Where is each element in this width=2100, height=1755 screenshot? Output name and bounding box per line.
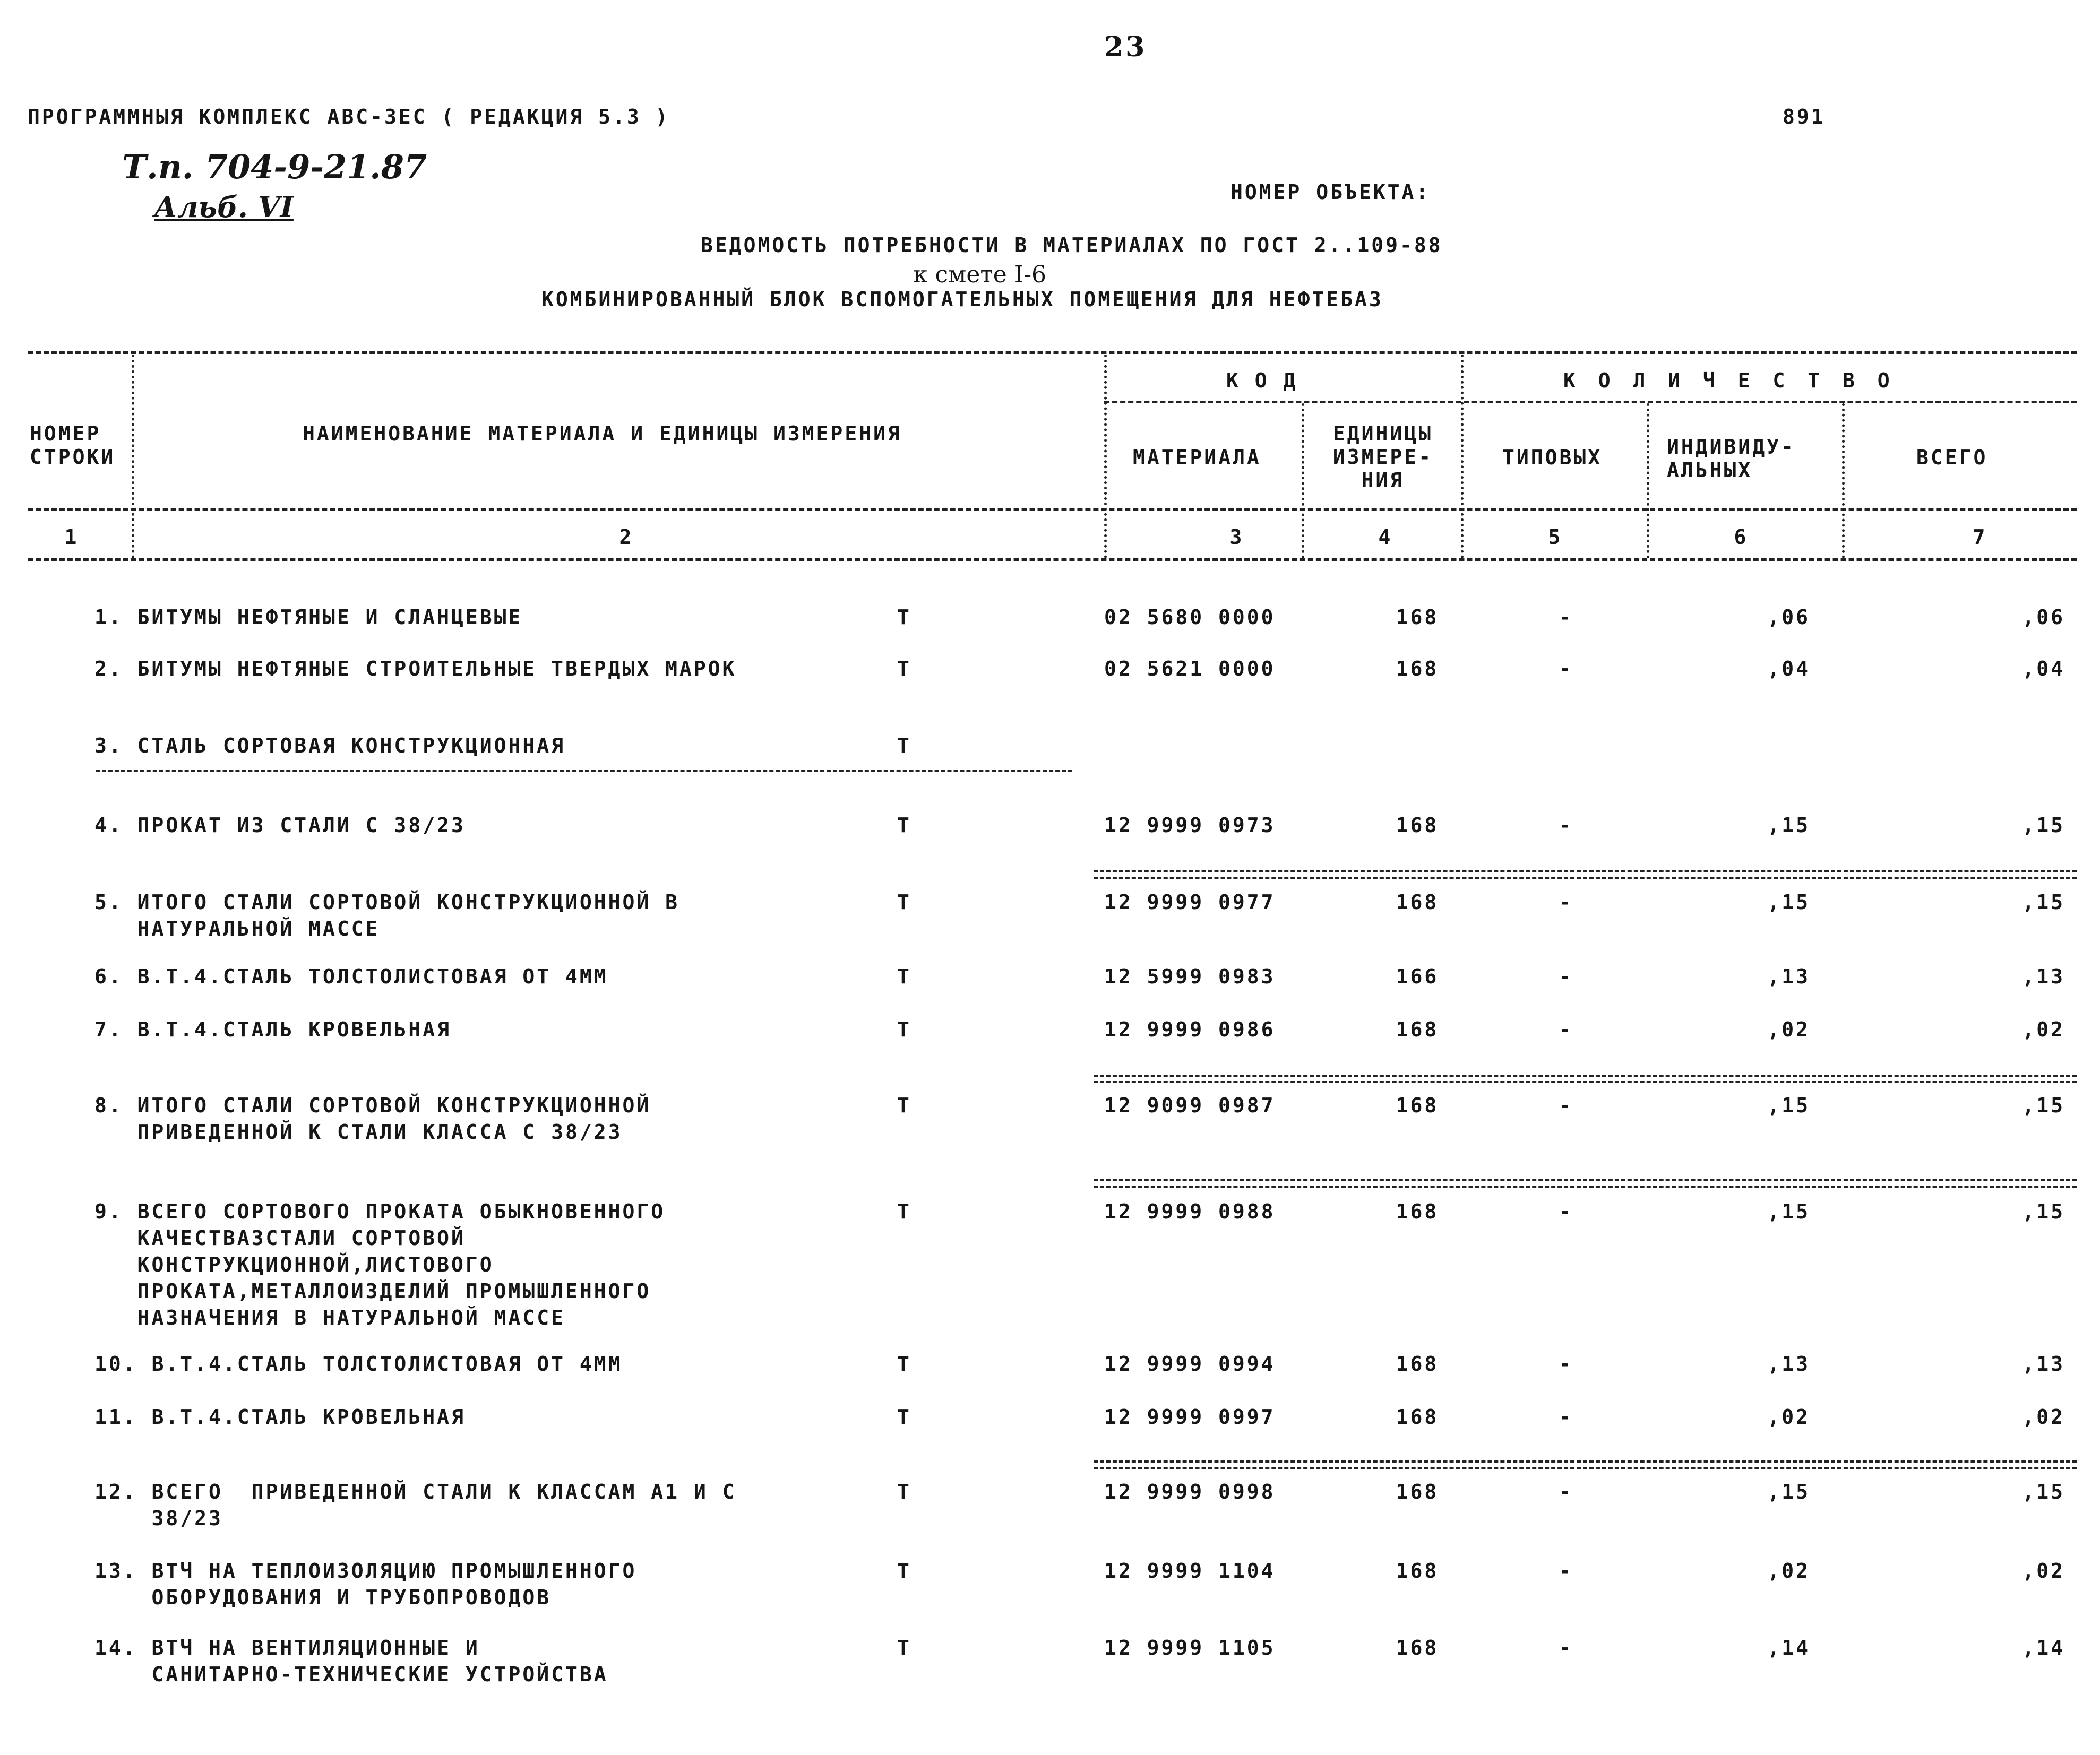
row-material-code: 12 9999 0988 [1104, 1200, 1276, 1223]
row-text: 9. ВСЕГО СОРТОВОГО ПРОКАТА ОБЫКНОВЕННОГО КАЧЕСТВАЗСТАЛИ СОРТОВОЙ КОНСТРУКЦИОННОЙ,ЛИСТОВОГО ПРОКАТА,МЕТАЛЛОИЗДЕЛИЙ ПРОМЫШЛЕННОГО НАЗНАЧЕНИЯ В НАТУРАЛЬНОЙ МАССЕ [94, 1200, 666, 1329]
row-unit-code: 168 [1396, 657, 1439, 680]
row-unit-code: 168 [1396, 1480, 1439, 1503]
row-text: 8. ИТОГО СТАЛИ СОРТОВОЙ КОНСТРУКЦИОННОЙ ПРИВЕДЕННОЙ К СТАЛИ КЛАССА С 38/23 [94, 1094, 651, 1144]
title-line3: КОМБИНИРОВАННЫЙ БЛОК ВСПОМОГАТЕЛЬНЫХ ПОМЕЩЕНИЯ ДЛЯ НЕФТЕБАЗ [541, 288, 1383, 311]
row-material-code: 12 9999 0986 [1104, 1018, 1276, 1041]
row-unit: Т [897, 814, 911, 837]
row-qty-individual: ,02 [1767, 1018, 1810, 1041]
row-qty-individual: ,14 [1767, 1636, 1810, 1659]
vsep-1 [132, 355, 134, 558]
row-material-code: 12 9999 1104 [1104, 1559, 1276, 1583]
row-text: 14. ВТЧ НА ВЕНТИЛЯЦИОННЫЕ И САНИТАРНО-ТЕХНИЧЕСКИЕ УСТРОЙСТВА [94, 1636, 608, 1686]
row-qty-typical: - [1559, 657, 1573, 680]
row-qty-total: ,02 [2022, 1559, 2065, 1583]
handwritten-note-line1: Т.п. 704-9-21.87 [122, 148, 427, 186]
colnum-bottom-rule [28, 558, 2077, 561]
header-code-material: МАТЕРИАЛА [1133, 446, 1261, 469]
page-number: 23 [1104, 31, 1147, 63]
colnum-1: 1 [64, 525, 79, 549]
row-material-code: 12 5999 0983 [1104, 965, 1276, 988]
program-header: ПРОГРАММНЫЯ КОМПЛЕКС АВС-ЗЕС ( РЕДАКЦИЯ 5.3 ) [28, 105, 670, 128]
row-qty-typical: - [1559, 1200, 1573, 1223]
row-qty-individual: ,15 [1767, 1200, 1810, 1223]
row-unit-code: 168 [1396, 814, 1439, 837]
row-unit: Т [897, 965, 911, 988]
row-qty-typical: - [1559, 1480, 1573, 1503]
row-qty-typical: - [1559, 1094, 1573, 1117]
row-qty-typical: - [1559, 1352, 1573, 1376]
row-material-code: 12 9999 0997 [1104, 1405, 1276, 1429]
row-qty-total: ,13 [2022, 1352, 2065, 1376]
row-qty-individual: ,02 [1767, 1405, 1810, 1429]
row3-underline [96, 770, 1072, 772]
row-unit: Т [897, 657, 911, 680]
row-unit-code: 168 [1396, 891, 1439, 914]
row-unit: Т [897, 1094, 911, 1117]
row-unit-code: 168 [1396, 1018, 1439, 1041]
row-qty-individual: ,15 [1767, 1480, 1810, 1503]
row-qty-total: ,15 [2022, 1200, 2065, 1223]
row-qty-individual: ,06 [1767, 606, 1810, 629]
vsep-6 [1842, 403, 1845, 558]
row-qty-total: ,15 [2022, 1094, 2065, 1117]
row-unit: Т [897, 891, 911, 914]
header-quantity: К О Л И Ч Е С Т В О [1563, 369, 1895, 392]
row-qty-total: ,15 [2022, 891, 2065, 914]
row-qty-individual: ,15 [1767, 814, 1810, 837]
row-unit-code: 168 [1396, 1636, 1439, 1659]
row-qty-total: ,13 [2022, 965, 2065, 988]
total-rule-12 [1094, 1460, 2077, 1469]
vsep-4 [1461, 355, 1464, 558]
sheet-number: 891 [1783, 105, 1826, 128]
header-code: К О Д [1226, 369, 1298, 392]
row-qty-individual: ,04 [1767, 657, 1810, 680]
row-qty-total: ,04 [2022, 657, 2065, 680]
header-name: НАИМЕНОВАНИЕ МАТЕРИАЛА И ЕДИНИЦЫ ИЗМЕРЕНИЯ [303, 422, 902, 445]
row-unit-code: 168 [1396, 1405, 1439, 1429]
colnum-7: 7 [1973, 525, 1987, 549]
row-material-code: 12 9999 0973 [1104, 814, 1276, 837]
row-text: 4. ПРОКАТ ИЗ СТАЛИ С 38/23 [94, 814, 466, 837]
row-qty-typical: - [1559, 965, 1573, 988]
row-qty-individual: ,13 [1767, 965, 1810, 988]
header-row-number: НОМЕР СТРОКИ [30, 422, 116, 469]
colnum-4: 4 [1378, 525, 1393, 549]
row-qty-individual: ,15 [1767, 891, 1810, 914]
row-unit-code: 168 [1396, 1352, 1439, 1376]
table-top-rule [28, 351, 2077, 354]
row-qty-individual: ,02 [1767, 1559, 1810, 1583]
colnum-6: 6 [1734, 525, 1749, 549]
row-text: 6. В.Т.4.СТАЛЬ ТОЛСТОЛИСТОВАЯ ОТ 4ММ [94, 965, 608, 988]
row-text: 7. В.Т.4.СТАЛЬ КРОВЕЛЬНАЯ [94, 1018, 451, 1041]
colnum-3: 3 [1229, 525, 1244, 549]
row-unit: Т [897, 1352, 911, 1376]
row-qty-typical: - [1559, 606, 1573, 629]
header-qty-total: ВСЕГО [1916, 446, 1988, 469]
vsep-5 [1647, 403, 1649, 558]
row-material-code: 02 5621 0000 [1104, 657, 1276, 680]
vsep-2 [1104, 355, 1107, 558]
row-qty-typical: - [1559, 1559, 1573, 1583]
row-qty-typical: - [1559, 1636, 1573, 1659]
row-material-code: 12 9099 0987 [1104, 1094, 1276, 1117]
row-unit: Т [897, 1480, 911, 1503]
row-qty-typical: - [1559, 1405, 1573, 1429]
row-unit-code: 168 [1396, 1094, 1439, 1117]
header-mid-rule [1104, 401, 2077, 403]
colnum-2: 2 [619, 525, 634, 549]
row-unit: Т [897, 1405, 911, 1429]
row-text: 1. БИТУМЫ НЕФТЯНЫЕ И СЛАНЦЕВЫЕ [94, 606, 523, 629]
row-unit-code: 166 [1396, 965, 1439, 988]
row-unit: Т [897, 1200, 911, 1223]
row-text: 2. БИТУМЫ НЕФТЯНЫЕ СТРОИТЕЛЬНЫЕ ТВЕРДЫХ МАРОК [94, 657, 737, 680]
title-line1: ВЕДОМОСТЬ ПОТРЕБНОСТИ В МАТЕРИАЛАХ ПО ГОСТ 2..109-88 [701, 234, 1443, 257]
row-qty-typical: - [1559, 814, 1573, 837]
row-qty-typical: - [1559, 891, 1573, 914]
object-number-label: НОМЕР ОБЪЕКТА: [1230, 180, 1431, 204]
row-qty-individual: ,15 [1767, 1094, 1810, 1117]
row-unit-code: 168 [1396, 1559, 1439, 1583]
row-unit: Т [897, 1559, 911, 1583]
row-text: 12. ВСЕГО ПРИВЕДЕННОЙ СТАЛИ К КЛАССАМ А1 И С 38/23 [94, 1480, 737, 1530]
vsep-3 [1302, 403, 1304, 558]
row-material-code: 02 5680 0000 [1104, 606, 1276, 629]
header-qty-typical: ТИПОВЫХ [1502, 446, 1603, 469]
row-text: 5. ИТОГО СТАЛИ СОРТОВОЙ КОНСТРУКЦИОННОЙ В НАТУРАЛЬНОЙ МАССЕ [94, 891, 679, 940]
row-unit: Т [897, 734, 911, 757]
total-rule-5 [1094, 870, 2077, 879]
row-text: 13. ВТЧ НА ТЕПЛОИЗОЛЯЦИЮ ПРОМЫШЛЕННОГО ОБОРУДОВАНИЯ И ТРУБОПРОВОДОВ [94, 1559, 637, 1609]
header-bottom-rule [28, 508, 2077, 511]
total-rule-8 [1094, 1075, 2077, 1083]
row-qty-individual: ,13 [1767, 1352, 1810, 1376]
row-unit: Т [897, 606, 911, 629]
row-qty-total: ,02 [2022, 1405, 2065, 1429]
row-qty-total: ,15 [2022, 1480, 2065, 1503]
row-qty-typical: - [1559, 1018, 1573, 1041]
row-unit-code: 168 [1396, 1200, 1439, 1223]
row-qty-total: ,06 [2022, 606, 2065, 629]
row-material-code: 12 9999 1105 [1104, 1636, 1276, 1659]
row-unit-code: 168 [1396, 606, 1439, 629]
row-material-code: 12 9999 0998 [1104, 1480, 1276, 1503]
row-unit: Т [897, 1018, 911, 1041]
row-text: 3. СТАЛЬ СОРТОВАЯ КОНСТРУКЦИОННАЯ [94, 734, 565, 757]
row-qty-total: ,02 [2022, 1018, 2065, 1041]
colnum-5: 5 [1548, 525, 1563, 549]
title-line2: к смете I-6 [913, 261, 1047, 288]
row-qty-total: ,14 [2022, 1636, 2065, 1659]
row-material-code: 12 9999 0994 [1104, 1352, 1276, 1376]
row-text: 11. В.Т.4.СТАЛЬ КРОВЕЛЬНАЯ [94, 1405, 466, 1429]
total-rule-9 [1094, 1179, 2077, 1188]
row-unit: Т [897, 1636, 911, 1659]
row-qty-total: ,15 [2022, 814, 2065, 837]
header-qty-individual: ИНДИВИДУ- АЛЬНЫХ [1667, 435, 1795, 482]
header-code-unit: ЕДИНИЦЫ ИЗМЕРЕ- НИЯ [1332, 422, 1433, 492]
handwritten-note-line2: Альб. VI [154, 190, 294, 224]
row-text: 10. В.Т.4.СТАЛЬ ТОЛСТОЛИСТОВАЯ ОТ 4ММ [94, 1352, 623, 1376]
row-material-code: 12 9999 0977 [1104, 891, 1276, 914]
